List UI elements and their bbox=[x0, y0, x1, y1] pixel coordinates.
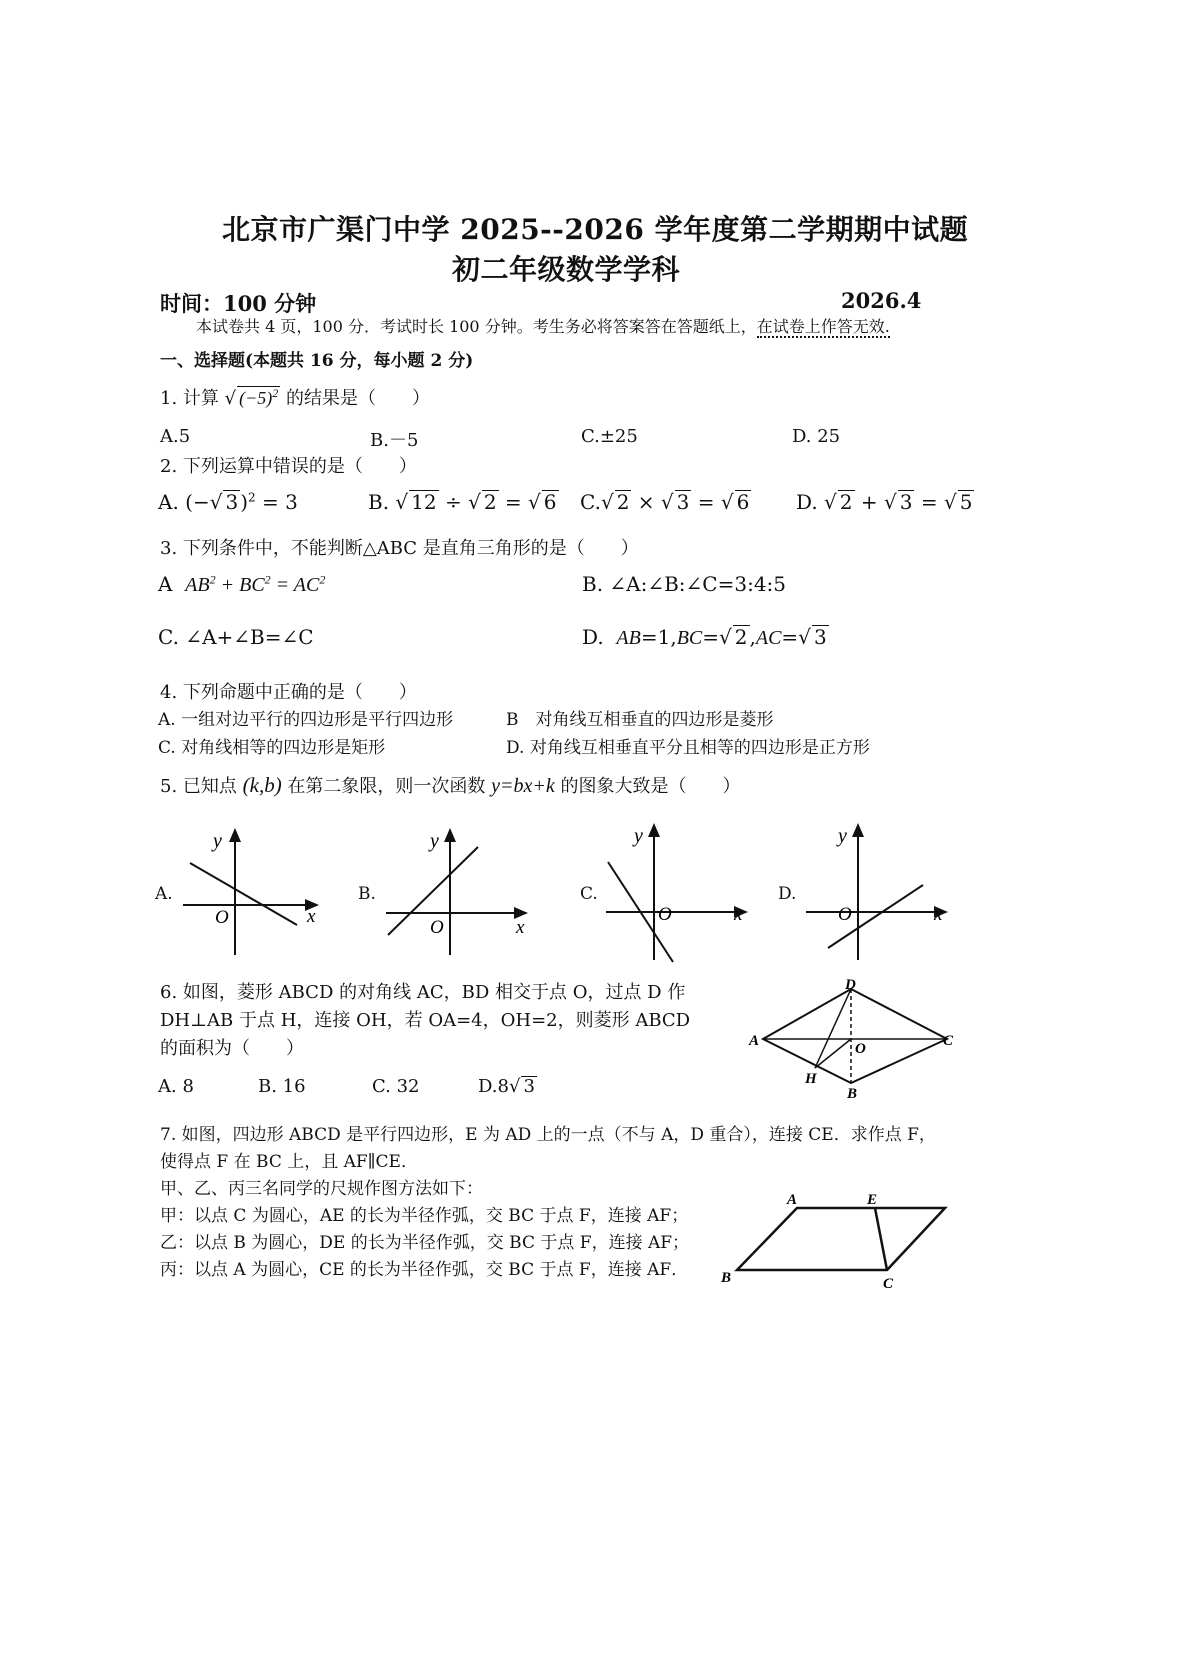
origin-label: O bbox=[215, 907, 229, 928]
exam-time: 时间：100 分钟 bbox=[160, 291, 317, 316]
point-d-label: D bbox=[845, 977, 856, 993]
point-b-label: B bbox=[847, 1086, 858, 1100]
origin-label: O bbox=[658, 904, 672, 925]
notice-text: 本试卷共 4 页，100 分．考试时长 100 分钟。考生务必将答案答在答题纸上， bbox=[196, 317, 757, 336]
q6-option-a: A. 8 bbox=[158, 1076, 194, 1097]
q4-option-a: A. 一组对边平行的四边形是平行四边形 bbox=[158, 710, 454, 730]
q3-option-a: A $AB^2 + BC^2 = AC^2$ bbox=[158, 572, 326, 596]
q4-option-d: D. 对角线互相垂直平分且相等的四边形是正方形 bbox=[506, 738, 870, 758]
q2-option-d: D. √ 2 + √ 3 = √ 5 bbox=[796, 490, 973, 514]
q1-post: 的结果是（ ） bbox=[286, 388, 430, 409]
y-label: y bbox=[634, 825, 643, 847]
q5-graph-c bbox=[598, 820, 753, 965]
q2-option-c: C.√ 2 × √ 3 = √ 6 bbox=[580, 490, 750, 514]
point-a-label: A bbox=[749, 1033, 760, 1049]
x-label: x bbox=[516, 917, 525, 938]
point-e-label: E bbox=[867, 1192, 878, 1208]
q2-option-a: A. (−√ 3 )$^2$ = 3 bbox=[158, 490, 298, 514]
exam-date: 2026.4 bbox=[841, 288, 922, 313]
q6-rhombus-figure bbox=[745, 975, 960, 1100]
question-3-stem: 3. 下列条件中，不能判断△ABC 是直角三角形的是（ ） bbox=[160, 538, 639, 559]
q1-option-a: A.5 bbox=[160, 426, 191, 447]
q5-graph-b-label: B. bbox=[358, 884, 376, 904]
q6-option-b: B. 16 bbox=[258, 1076, 306, 1097]
q6-line-1: 6. 如图，菱形 ABCD 的对角线 AC，BD 相交于点 O，过点 D 作 bbox=[160, 982, 686, 1003]
y-label: y bbox=[838, 825, 847, 847]
point-c-label: C bbox=[943, 1033, 954, 1049]
exam-notice bbox=[196, 314, 890, 337]
segment-dh bbox=[815, 989, 851, 1068]
q5-stem-b: 在第二象限，则一次函数 bbox=[287, 776, 486, 797]
q7-line-3: 甲、乙、丙三名同学的尺规作图方法如下： bbox=[160, 1179, 483, 1199]
q5-stem-a: 5. 已知点 bbox=[160, 776, 237, 797]
q1-expression: √ $(-5)^2$ bbox=[224, 386, 279, 409]
exam-title: 北京市广渠门中学 2025--2026 学年度第二学期期中试题 bbox=[222, 213, 969, 246]
q2-option-b: B. √ 12 ÷ √ 2 = √ 6 bbox=[368, 490, 557, 514]
q5-graph-c-label: C. bbox=[580, 884, 598, 904]
q7-method-bing: 丙：以点 A 为圆心，CE 的长为半径作弧，交 BC 于点 F，连接 AF． bbox=[160, 1260, 689, 1280]
segment-ce bbox=[875, 1208, 887, 1270]
point-a-label: A bbox=[787, 1192, 798, 1208]
q5-graph-b bbox=[378, 825, 533, 960]
q6-line-3: 的面积为（ ） bbox=[160, 1038, 304, 1059]
q7-line-1: 7. 如图，四边形 ABCD 是平行四边形，E 为 AD 上的一点（不与 A，D 重合），连接 CE．求作点 F， bbox=[160, 1125, 936, 1145]
x-label: x bbox=[934, 904, 943, 925]
point-b-label: B bbox=[721, 1270, 732, 1286]
q6-line-2: DH⊥AB 于点 H，连接 OH，若 OA=4，OH=2，则菱形 ABCD bbox=[160, 1010, 691, 1031]
exam-subtitle: 初二年级数学学科 bbox=[452, 253, 681, 286]
q4-option-b: B 对角线互相垂直的四边形是菱形 bbox=[506, 710, 774, 730]
q1-pre: 1. 计算 bbox=[160, 388, 219, 409]
q5-graph-a-label: A. bbox=[155, 884, 173, 904]
question-5-stem bbox=[160, 772, 741, 798]
q6-option-d-prefix: D.8 bbox=[478, 1076, 509, 1097]
point-c-label: C bbox=[883, 1276, 894, 1292]
q3-option-d: D. AB=1,BC=√ 2 ,AC=√ 3 bbox=[582, 625, 827, 649]
q7-parallelogram-figure bbox=[715, 1188, 955, 1293]
q4-option-c: C. 对角线相等的四边形是矩形 bbox=[158, 738, 386, 758]
rhombus-abcd bbox=[763, 989, 947, 1083]
q5-graph-d-label: D. bbox=[778, 884, 797, 904]
q3-option-b: B. ∠A:∠B:∠C=3:4:5 bbox=[582, 572, 787, 596]
section-heading: 一、选择题(本题共 16 分，每小题 2 分) bbox=[160, 351, 474, 371]
segment-oh bbox=[815, 1039, 851, 1068]
point-h-label: H bbox=[805, 1071, 817, 1087]
q1-option-b: B.－5 bbox=[370, 430, 419, 451]
question-4-stem: 4. 下列命题中正确的是（ ） bbox=[160, 682, 417, 703]
question-1-stem bbox=[160, 384, 430, 410]
q5-stem-c: 的图象大致是（ ） bbox=[560, 776, 741, 797]
point-o-label: O bbox=[855, 1041, 866, 1057]
q6-option-c: C. 32 bbox=[372, 1076, 420, 1097]
q1-option-c: C.±25 bbox=[581, 426, 638, 447]
question-2-stem: 2. 下列运算中错误的是（ ） bbox=[160, 456, 417, 477]
q5-function: y=bx+k bbox=[491, 775, 555, 797]
x-label: x bbox=[734, 904, 743, 925]
q3-option-c: C. ∠A+∠B=∠C bbox=[158, 625, 314, 649]
origin-label: O bbox=[430, 917, 444, 938]
q7-method-yi: 乙：以点 B 为圆心，DE 的长为半径作弧，交 BC 于点 F，连接 AF； bbox=[160, 1233, 690, 1253]
q7-method-jia: 甲：以点 C 为圆心，AE 的长为半径作弧，交 BC 于点 F，连接 AF； bbox=[160, 1206, 689, 1226]
q7-line-2: 使得点 F 在 BC 上，且 AF∥CE． bbox=[160, 1152, 418, 1172]
q5-graph-a bbox=[175, 825, 325, 960]
parallelogram-abcd bbox=[737, 1208, 945, 1270]
q1-option-d: D. 25 bbox=[792, 426, 841, 447]
q6-option-d: D.8√ 3 bbox=[478, 1076, 535, 1097]
y-label: y bbox=[430, 830, 439, 852]
q5-point: (k,b) bbox=[242, 773, 282, 797]
x-label: x bbox=[307, 906, 316, 927]
function-line bbox=[190, 863, 297, 925]
q5-graph-d bbox=[798, 820, 953, 965]
notice-emphasis: 在试卷上作答无效. bbox=[756, 317, 890, 336]
y-label: y bbox=[213, 830, 222, 852]
origin-label: O bbox=[838, 904, 852, 925]
